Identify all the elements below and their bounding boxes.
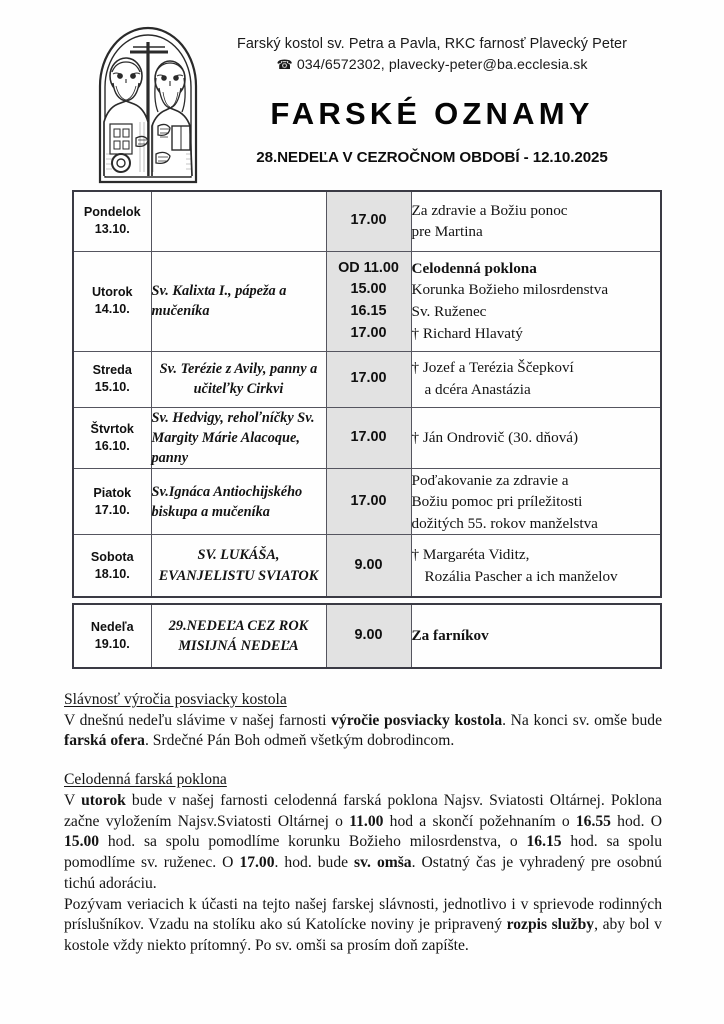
time-cell (326, 407, 411, 469)
announcement-heading: Celodenná farská poklona (64, 771, 227, 789)
intention-line: dožitých 55. rokov manželstva (411, 514, 598, 532)
saint-cell (151, 535, 326, 597)
plain-text: hod. sa spolu pomodlíme korunku Božieho milosrdenstva, o (99, 833, 527, 851)
time-value: 9.00 (354, 556, 383, 573)
intention-cell (411, 535, 661, 597)
plain-text: hod. sa spolu pomodlíme sv. ruženec. O (64, 833, 663, 872)
announcements-section (64, 690, 662, 957)
saint-line: Sv. Margity Márie (151, 409, 315, 446)
emphasis-text: výročie posviacky kostola (331, 711, 503, 729)
emphasis-text: rozpis služby (506, 916, 595, 934)
plain-text: . Srdečné Pán Boh odmeň všetkým dobrodincom. (144, 732, 455, 750)
intention-line: † Richard Hlavatý (411, 324, 523, 342)
sunday-schedule-table (72, 603, 662, 669)
parish-contact-block (158, 22, 706, 76)
saint-cell (151, 469, 326, 535)
time-value: 9.00 (354, 627, 383, 644)
day-cell (73, 407, 151, 469)
emphasis-text: utorok (81, 791, 126, 809)
page-subtitle: 28.NEDEĽA V CEZROČNOM OBDOBÍ - 12.10.2025 (256, 149, 608, 167)
time-value: 17.00 (350, 429, 387, 446)
section-spacer (64, 752, 662, 770)
emphasis-text: sv. omša (354, 854, 412, 872)
time-value: 17.00 (350, 493, 387, 510)
intention-line: pre Martina (411, 223, 483, 241)
table-row (73, 469, 661, 535)
parish-contact-line (158, 55, 706, 76)
emphasis-text: 16.55 (575, 812, 611, 830)
emphasis-text: 16.15 (526, 833, 562, 851)
day-cell (73, 251, 151, 351)
announcement-paragraph (64, 895, 662, 957)
table-row (73, 351, 661, 407)
day-date: 19.10. (94, 636, 130, 651)
intention-line: † Ján Ondrovič (30. dňová) (411, 429, 579, 447)
saints-peter-paul-engraving-icon (96, 26, 200, 186)
day-date: 16.10. (94, 438, 130, 453)
saint-line: biskupa a mučeníka (151, 503, 270, 520)
time-value: 16.15 (350, 303, 387, 319)
parish-phone-email: 034/6572302, plavecky-peter@ba.ecclesia.sk (296, 57, 588, 74)
parish-name-line: Farský kostol sv. Petra a Pavla, RKC farnosť Plavecký Peter (236, 36, 628, 52)
day-cell (73, 604, 151, 668)
day-date: 17.10. (94, 502, 130, 517)
intention-line: Celodenná poklona (411, 259, 537, 277)
intention-line: † Margaréta Viditz, (411, 546, 530, 564)
time-value: OD 11.00 (338, 259, 399, 276)
phone-icon: ☎ (276, 58, 293, 74)
saint-line: Sv.Ignáca Antiochijského (151, 483, 303, 500)
table-row (73, 251, 661, 351)
day-date: 14.10. (94, 302, 130, 316)
day-date: 15.10. (94, 380, 130, 394)
intention-line: † Jozef a Terézia Ščepkoví (411, 359, 574, 377)
day-name: Utorok (91, 285, 133, 299)
table-row (73, 604, 661, 668)
plain-text: . Na konci sv. omše bude (502, 711, 662, 729)
intention-line: Za farníkov (411, 627, 489, 645)
intention-line: Božiu pomoc pri príležitosti (411, 493, 583, 511)
day-cell (73, 351, 151, 407)
intention-line: Korunka Božieho milosrdenstva (411, 281, 609, 299)
saint-line: Alacoque, panny (151, 429, 300, 467)
time-value: 15.00 (350, 281, 387, 298)
intention-cell (411, 407, 661, 469)
table-row (73, 191, 661, 251)
plain-text: Pozývam veriacich k účasti na tejto našej farskej slávnosti, jednotlivo i v sprievode rodinných príslušníkov. Vzadu na stolíku ako sú Katolícke noviny je pripravený (64, 895, 662, 934)
emphasis-text: farská ofera (64, 732, 145, 750)
plain-text: , aby bol v kostole vždy niekto prítomný. Po sv. omši sa prosím doň zapíšte. (64, 916, 662, 955)
emphasis-text: 11.00 (349, 812, 384, 830)
time-value: 17.00 (350, 324, 387, 341)
saint-cell (151, 604, 326, 668)
table-row (73, 407, 661, 469)
time-cell (326, 351, 411, 407)
plain-text: V (64, 791, 82, 809)
intention-cell (411, 351, 661, 407)
saint-cell (151, 191, 326, 251)
intention-line: a dcéra Anastázia (424, 381, 531, 398)
saint-line: Sv. Kalixta I., (151, 282, 232, 299)
intention-line: Poďakovanie za zdravie a (411, 471, 569, 489)
announcement-paragraph (64, 711, 662, 752)
time-cell (326, 251, 411, 351)
time-cell (326, 535, 411, 597)
time-cell (326, 604, 411, 668)
saint-line: MISIJNÁ NEDEĽA (178, 637, 299, 654)
saint-line: 29.NEDEĽA CEZ ROK (168, 617, 309, 634)
saint-line: panny a učiteľky Cirkvi (193, 360, 318, 397)
saint-line: SV. LUKÁŠA, (197, 547, 280, 564)
day-name: Piatok (93, 485, 132, 500)
saint-line: EVANJELISTU (158, 567, 255, 584)
intention-line: Za zdravie a Božiu ponoc (411, 201, 568, 219)
day-date: 13.10. (94, 222, 130, 237)
document-header (0, 0, 724, 167)
saint-line: Sv. Terézie z Avily, (159, 360, 267, 377)
day-name: Streda (92, 363, 132, 377)
emphasis-text: 17.00 (239, 854, 275, 872)
saint-cell (151, 407, 326, 469)
table-row (73, 535, 661, 597)
time-cell (326, 191, 411, 251)
intention-line: Rozália Pascher a ich manželov (424, 567, 618, 585)
day-cell (73, 191, 151, 251)
intention-cell (411, 191, 661, 251)
page-title: FARSKÉ OZNAMY (270, 96, 594, 132)
weekday-schedule-table (72, 190, 662, 598)
time-value: 17.00 (350, 370, 387, 387)
saint-line: Sv. Hedvigy, rehoľníčky (151, 409, 294, 426)
announcement-paragraph (64, 791, 662, 895)
announcement-heading: Slávnosť výročia posviacky kostola (64, 691, 287, 708)
plain-text: hod a skončí požehnaním o (383, 812, 576, 830)
day-name: Štvrtok (90, 421, 134, 436)
saint-cell (151, 351, 326, 407)
plain-text: . hod. bude (274, 854, 355, 872)
day-name: Nedeľa (90, 619, 134, 634)
saint-cell (151, 251, 326, 351)
time-cell (326, 469, 411, 535)
day-name: Pondelok (83, 205, 141, 220)
emphasis-text: 15.00 (64, 833, 100, 851)
day-date: 18.10. (94, 566, 130, 581)
day-cell (73, 469, 151, 535)
intention-cell (411, 604, 661, 668)
intention-line: Sv. Ruženec (411, 303, 487, 320)
mass-schedule (72, 190, 660, 669)
day-cell (73, 535, 151, 597)
time-value: 17.00 (350, 212, 387, 229)
day-name: Sobota (90, 549, 134, 564)
plain-text: V dnešnú nedeľu slávime v našej farnosti (64, 711, 332, 729)
saint-line: SVIATOK (258, 567, 319, 584)
intention-cell (411, 469, 661, 535)
intention-cell (411, 251, 661, 351)
plain-text: . Ostatný čas je vyhradený pre osobnú tichú adoráciu. (64, 854, 662, 892)
plain-text: bude v našej farnosti celodenná farská poklona Najsv. Sviatosti Oltárnej. Poklona začne vyložením Najsv.Sviatosti Oltárnej o (64, 791, 662, 830)
plain-text: hod. O (610, 812, 662, 830)
saint-line: pápeža a mučeníka (151, 282, 287, 319)
